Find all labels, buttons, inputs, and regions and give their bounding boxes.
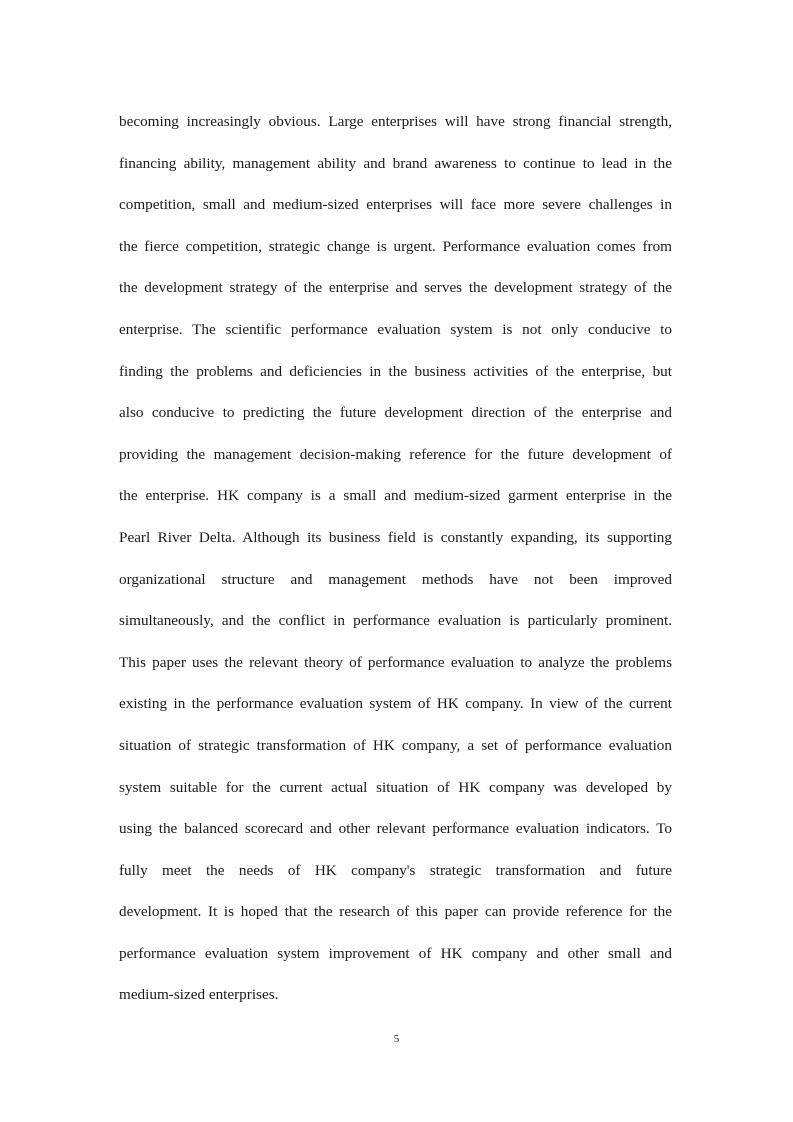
text-line: situation of strategic transformation of HK company, a set of performance evaluation <box>119 736 672 754</box>
body-paragraph <box>119 101 672 1016</box>
text-line: organizational structure and management methods have not been improved <box>119 570 672 588</box>
text-line: providing the management decision-making reference for the future development of <box>119 445 672 463</box>
page-number: 5 <box>393 1033 400 1045</box>
text-line: development. It is hoped that the research of this paper can provide reference for the <box>119 903 672 921</box>
text-line: finding the problems and deficiencies in the business activities of the enterprise, but <box>119 362 672 380</box>
text-line: enterprise. The scientific performance evaluation system is not only conducive to <box>119 320 672 338</box>
text-line: simultaneously, and the conflict in performance evaluation is particularly prominent. <box>119 612 672 630</box>
text-line: also conducive to predicting the future development direction of the enterprise and <box>119 404 672 422</box>
text-line: becoming increasingly obvious. Large enterprises will have strong financial strength, <box>119 113 672 130</box>
text-line: using the balanced scorecard and other relevant performance evaluation indicators. To <box>119 820 672 838</box>
text-line: fully meet the needs of HK company's strategic transformation and future <box>119 861 672 879</box>
text-line: competition, small and medium-sized enterprises will face more severe challenges in <box>119 196 672 214</box>
text-line: the enterprise. HK company is a small and medium-sized garment enterprise in the <box>119 487 672 505</box>
text-line: the fierce competition, strategic change is urgent. Performance evaluation comes from <box>119 237 672 255</box>
text-line: medium-sized enterprises. <box>119 986 279 1004</box>
text-line: the development strategy of the enterprise and serves the development strategy of the <box>119 279 672 297</box>
text-line: Pearl River Delta. Although its business field is constantly expanding, its supporting <box>119 528 672 546</box>
text-line: existing in the performance evaluation system of HK company. In view of the current <box>119 695 672 713</box>
text-line: performance evaluation system improvement of HK company and other small and <box>119 944 672 962</box>
text-line: This paper uses the relevant theory of performance evaluation to analyze the problems <box>119 653 672 671</box>
text-line: system suitable for the current actual situation of HK company was developed by <box>119 778 672 796</box>
text-line: financing ability, management ability and brand awareness to continue to lead in the <box>119 154 672 172</box>
